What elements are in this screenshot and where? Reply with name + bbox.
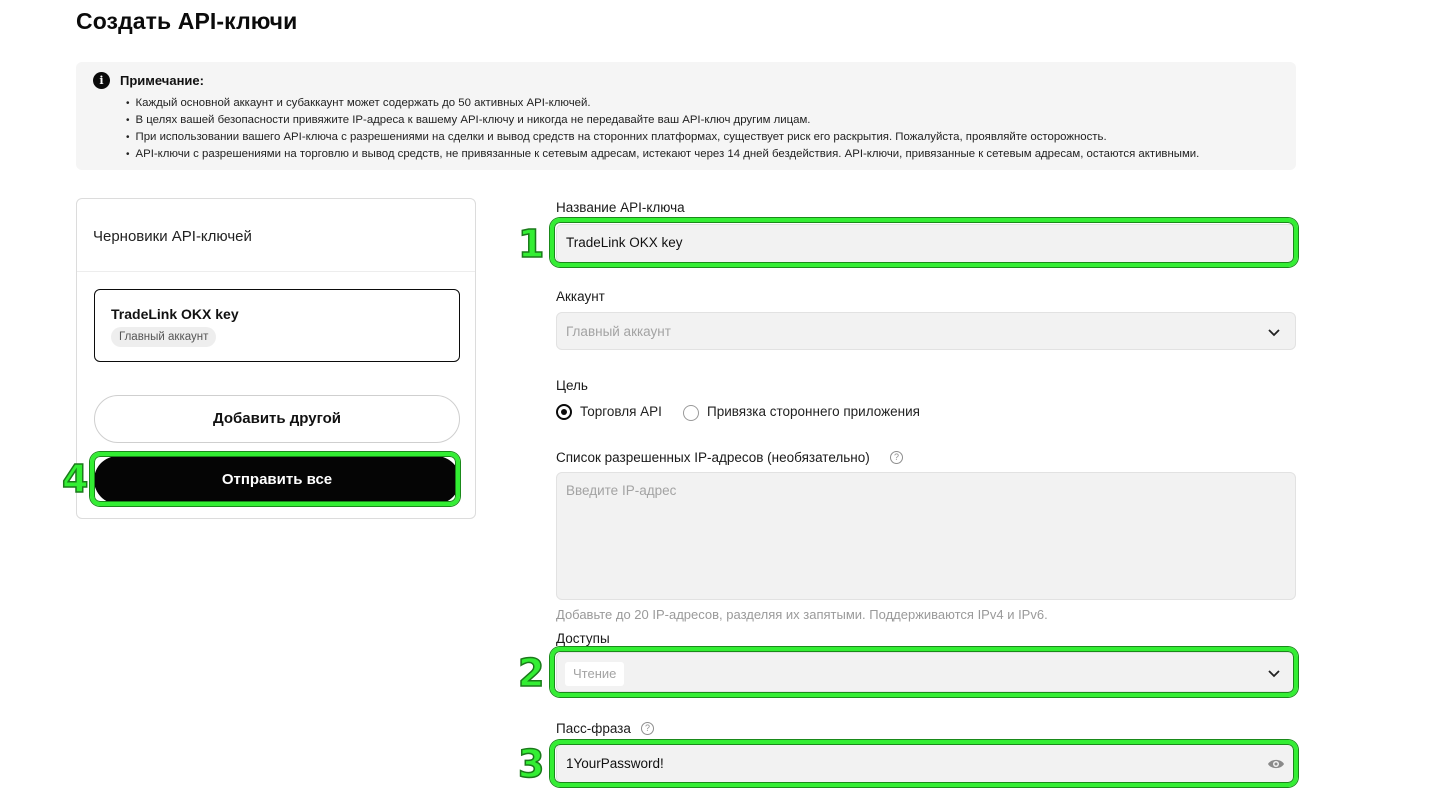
account-label: Аккаунт: [556, 289, 605, 304]
help-icon[interactable]: ?: [890, 451, 903, 464]
drafts-panel: [76, 198, 476, 519]
draft-account-badge: Главный аккаунт: [111, 327, 216, 347]
chevron-down-icon: [1267, 325, 1281, 339]
submit-all-button[interactable]: Отправить все: [94, 456, 460, 504]
radio-third-party-app[interactable]: [683, 405, 699, 421]
permissions-select[interactable]: [556, 652, 1296, 692]
annotation-number-2: 2: [518, 651, 545, 695]
add-another-button[interactable]: Добавить другой: [94, 395, 460, 443]
annotation-number-4: 4: [62, 457, 89, 501]
passphrase-value: 1YourPassword!: [566, 756, 664, 771]
note-list: [126, 95, 1199, 163]
drafts-divider: [77, 271, 475, 272]
note-item: • Каждый основной аккаунт и субаккаунт может содержать до 50 активных API-ключей.: [126, 95, 1199, 112]
note-item: • При использовании вашего API-ключа с разрешениями на сделки и вывод средств на сторонних платформах, существует риск его раскрытия. Пожалуйста, проявляйте осторожность.: [126, 129, 1199, 146]
ip-list-label: Список разрешенных IP-адресов (необязательно): [556, 450, 870, 465]
note-item: • В целях вашей безопасности привяжите IP-адреса к вашему API-ключу и никогда не передавайте ваш API-ключ другим лицам.: [126, 112, 1199, 129]
info-icon: i: [93, 72, 110, 89]
radio-third-party-app-label[interactable]: Привязка стороннего приложения: [707, 404, 920, 419]
page-title: Создать API-ключи: [76, 8, 298, 34]
draft-card[interactable]: [94, 289, 460, 362]
eye-icon[interactable]: [1267, 757, 1285, 771]
account-value: Главный аккаунт: [566, 324, 671, 339]
radio-trading-api-label[interactable]: Торговля API: [580, 404, 662, 419]
account-select[interactable]: [556, 312, 1296, 350]
drafts-title: Черновики API-ключей: [93, 228, 252, 245]
note-item: • API-ключи с разрешениями на торговлю и вывод средств, не привязанные к сетевым адресам, истекают через 14 дней бездействия. API-ключи, привязанные к сетевым адресам, остаются активными.: [126, 146, 1199, 163]
permissions-label: Доступы: [556, 631, 610, 646]
radio-trading-api[interactable]: [556, 404, 572, 420]
passphrase-input[interactable]: [556, 744, 1296, 783]
api-key-name-label: Название API-ключа: [556, 200, 685, 215]
annotation-number-1: 1: [518, 222, 545, 266]
draft-name: TradeLink OKX key: [111, 306, 239, 322]
api-key-name-value: TradeLink OKX key: [566, 235, 683, 250]
ip-list-hint: Добавьте до 20 IP-адресов, разделяя их запятыми. Поддерживаются IPv4 и IPv6.: [556, 607, 1048, 622]
permission-chip-read: Чтение: [565, 662, 624, 686]
ip-list-placeholder: Введите IP-адрес: [566, 483, 677, 498]
note-box: [76, 62, 1296, 170]
api-key-name-input[interactable]: [556, 224, 1296, 263]
note-title: Примечание:: [120, 73, 204, 88]
purpose-label: Цель: [556, 378, 588, 393]
ip-list-textarea[interactable]: [556, 472, 1296, 600]
help-icon[interactable]: ?: [641, 722, 654, 735]
annotation-number-3: 3: [518, 742, 545, 786]
chevron-down-icon: [1267, 666, 1281, 680]
passphrase-label: Пасс-фраза: [556, 721, 631, 736]
